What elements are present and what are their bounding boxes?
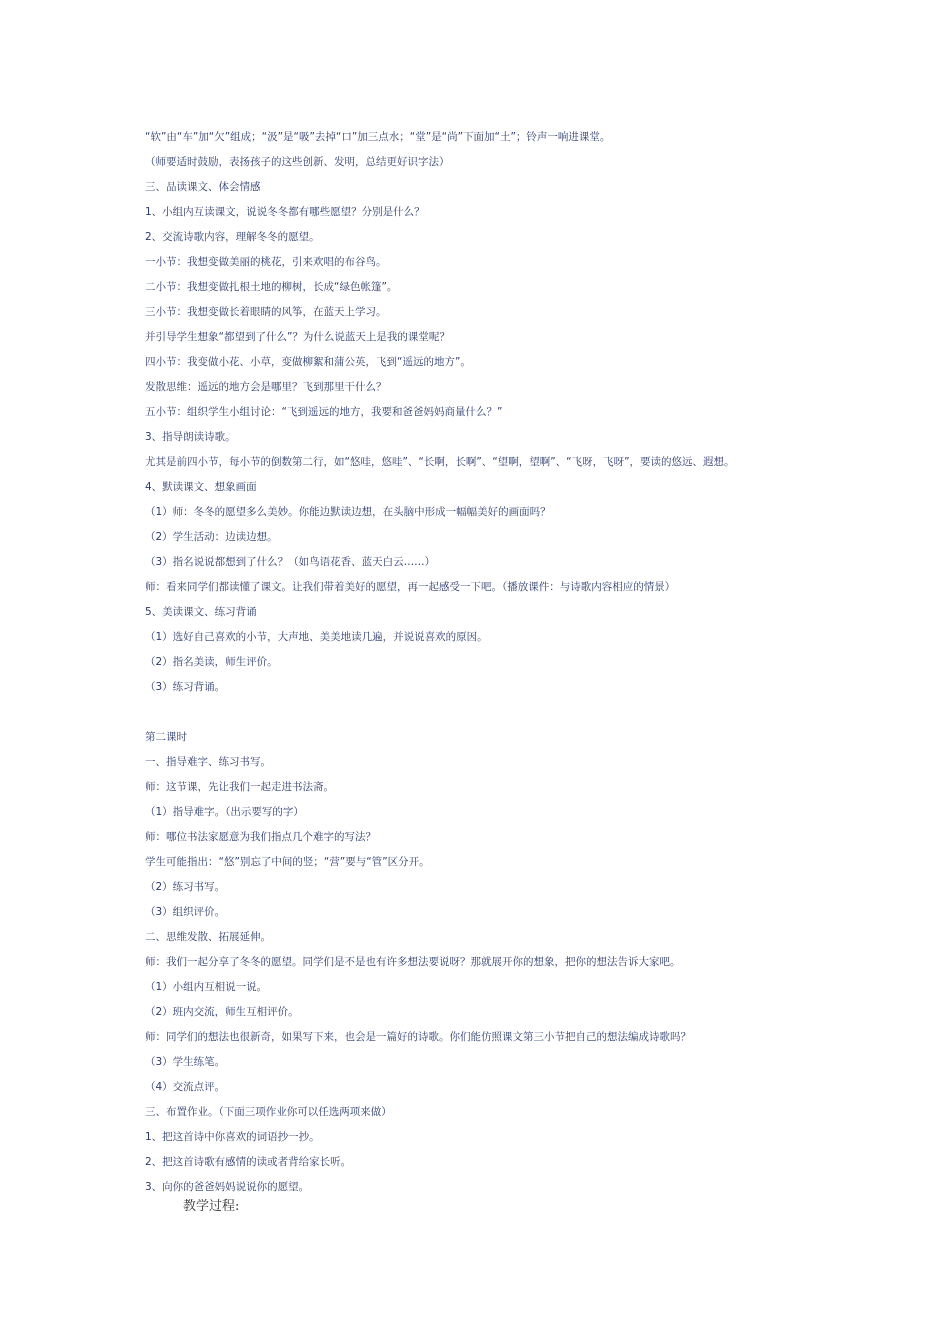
text-line: 师：这节课，先让我们一起走进书法斋。 xyxy=(145,781,334,793)
section-heading: 三、品读课文、体会情感 xyxy=(145,181,261,193)
text-line: 4、默读课文、想象画面 xyxy=(145,481,257,493)
text-line: “软”由“车”加“欠”组成；“汲”是“吸”去掉“口”加三点水；“堂”是“尚”下面加“土”；铃声一响进课堂。 xyxy=(145,131,611,143)
text-line: 二小节：我想变做扎根土地的柳树，长成“绿色帐篷”。 xyxy=(145,281,398,293)
text-line: （2）班内交流，师生互相评价。 xyxy=(145,1006,299,1018)
text-line: 3、指导朗读诗歌。 xyxy=(145,431,236,443)
teaching-process-heading: 教学过程: xyxy=(183,1199,240,1214)
text-line: （1）选好自己喜欢的小节，大声地、美美地读几遍，并说说喜欢的原因。 xyxy=(145,631,488,643)
text-line: 2、交流诗歌内容，理解冬冬的愿望。 xyxy=(145,231,320,243)
text-line: 尤其是前四小节，每小节的倒数第二行，如“悠哇，悠哇”、“长啊，长啊”、“望啊，望啊”、“飞呀，飞呀”，要读的悠远、遐想。 xyxy=(145,456,735,468)
text-line: 一小节：我想变做美丽的桃花，引来欢唱的布谷鸟。 xyxy=(145,256,387,268)
text-line: 二、思维发散、拓展延伸。 xyxy=(145,931,271,943)
text-line: 学生可能指出：“悠”别忘了中间的竖；“营”要与“管”区分开。 xyxy=(145,856,430,868)
text-line: 师：同学们的想法也很新奇，如果写下来，也会是一篇好的诗歌。你们能仿照课文第三小节把自己的想法编成诗歌吗？ xyxy=(145,1031,691,1043)
text-line: （1）小组内互相说一说。 xyxy=(145,981,268,993)
text-line: （1）师：冬冬的愿望多么美妙。你能边默读边想，在头脑中形成一幅幅美好的画面吗？ xyxy=(145,506,551,518)
text-line: 三小节：我想变做长着眼睛的风筝，在蓝天上学习。 xyxy=(145,306,387,318)
section-heading: 第二课时 xyxy=(145,731,187,743)
text-line: （3）学生练笔。 xyxy=(145,1056,226,1068)
text-line: 三、布置作业。（下面三项作业你可以任选两项来做） xyxy=(145,1106,392,1118)
text-line: （3）练习背诵。 xyxy=(145,681,226,693)
text-line: （师要适时鼓励，表扬孩子的这些创新、发明，总结更好识字法） xyxy=(145,156,450,168)
text-line: 2、把这首诗歌有感情的读或者背给家长听。 xyxy=(145,1156,352,1168)
text-line: 五小节：组织学生小组讨论：“飞到遥远的地方，我要和爸爸妈妈商量什么？” xyxy=(145,406,503,418)
text-line: 师：哪位书法家愿意为我们指点几个难字的写法？ xyxy=(145,831,376,843)
text-line: 发散思维：遥远的地方会是哪里？飞到那里干什么？ xyxy=(145,381,387,393)
text-line: 1、把这首诗中你喜欢的词语抄一抄。 xyxy=(145,1131,320,1143)
text-line: （2）练习书写。 xyxy=(145,881,226,893)
text-line: （3）组织评价。 xyxy=(145,906,226,918)
text-line: 一、指导难字、练习书写。 xyxy=(145,756,271,768)
text-line: 并引导学生想象“都望到了什么”？为什么说蓝天上是我的课堂呢？ xyxy=(145,331,450,343)
text-line: 师：看来同学们都读懂了课文。让我们带着美好的愿望，再一起感受一下吧。（播放课件：与诗歌内容相应的情景） xyxy=(145,581,676,593)
text-line: （3）指名说说都想到了什么？（如鸟语花香、蓝天白云……） xyxy=(145,556,436,568)
text-line: 5、美读课文、练习背诵 xyxy=(145,606,257,618)
text-line: 师：我们一起分享了冬冬的愿望。同学们是不是也有许多想法要说呀？那就展开你的想象，把你的想法告诉大家吧。 xyxy=(145,956,681,968)
text-line: （1）指导难字。（出示要写的字） xyxy=(145,806,304,818)
text-line: 1、小组内互读课文，说说冬冬都有哪些愿望？分别是什么？ xyxy=(145,206,425,218)
text-line: 四小节：我变做小花、小草，变做柳絮和蒲公英，飞到“遥远的地方”。 xyxy=(145,356,471,368)
text-line: （2）学生活动：边读边想。 xyxy=(145,531,278,543)
text-line: （4）交流点评。 xyxy=(145,1081,226,1093)
text-line: 3、向你的爸爸妈妈说说你的愿望。 xyxy=(145,1181,310,1193)
text-line: （2）指名美读，师生评价。 xyxy=(145,656,278,668)
